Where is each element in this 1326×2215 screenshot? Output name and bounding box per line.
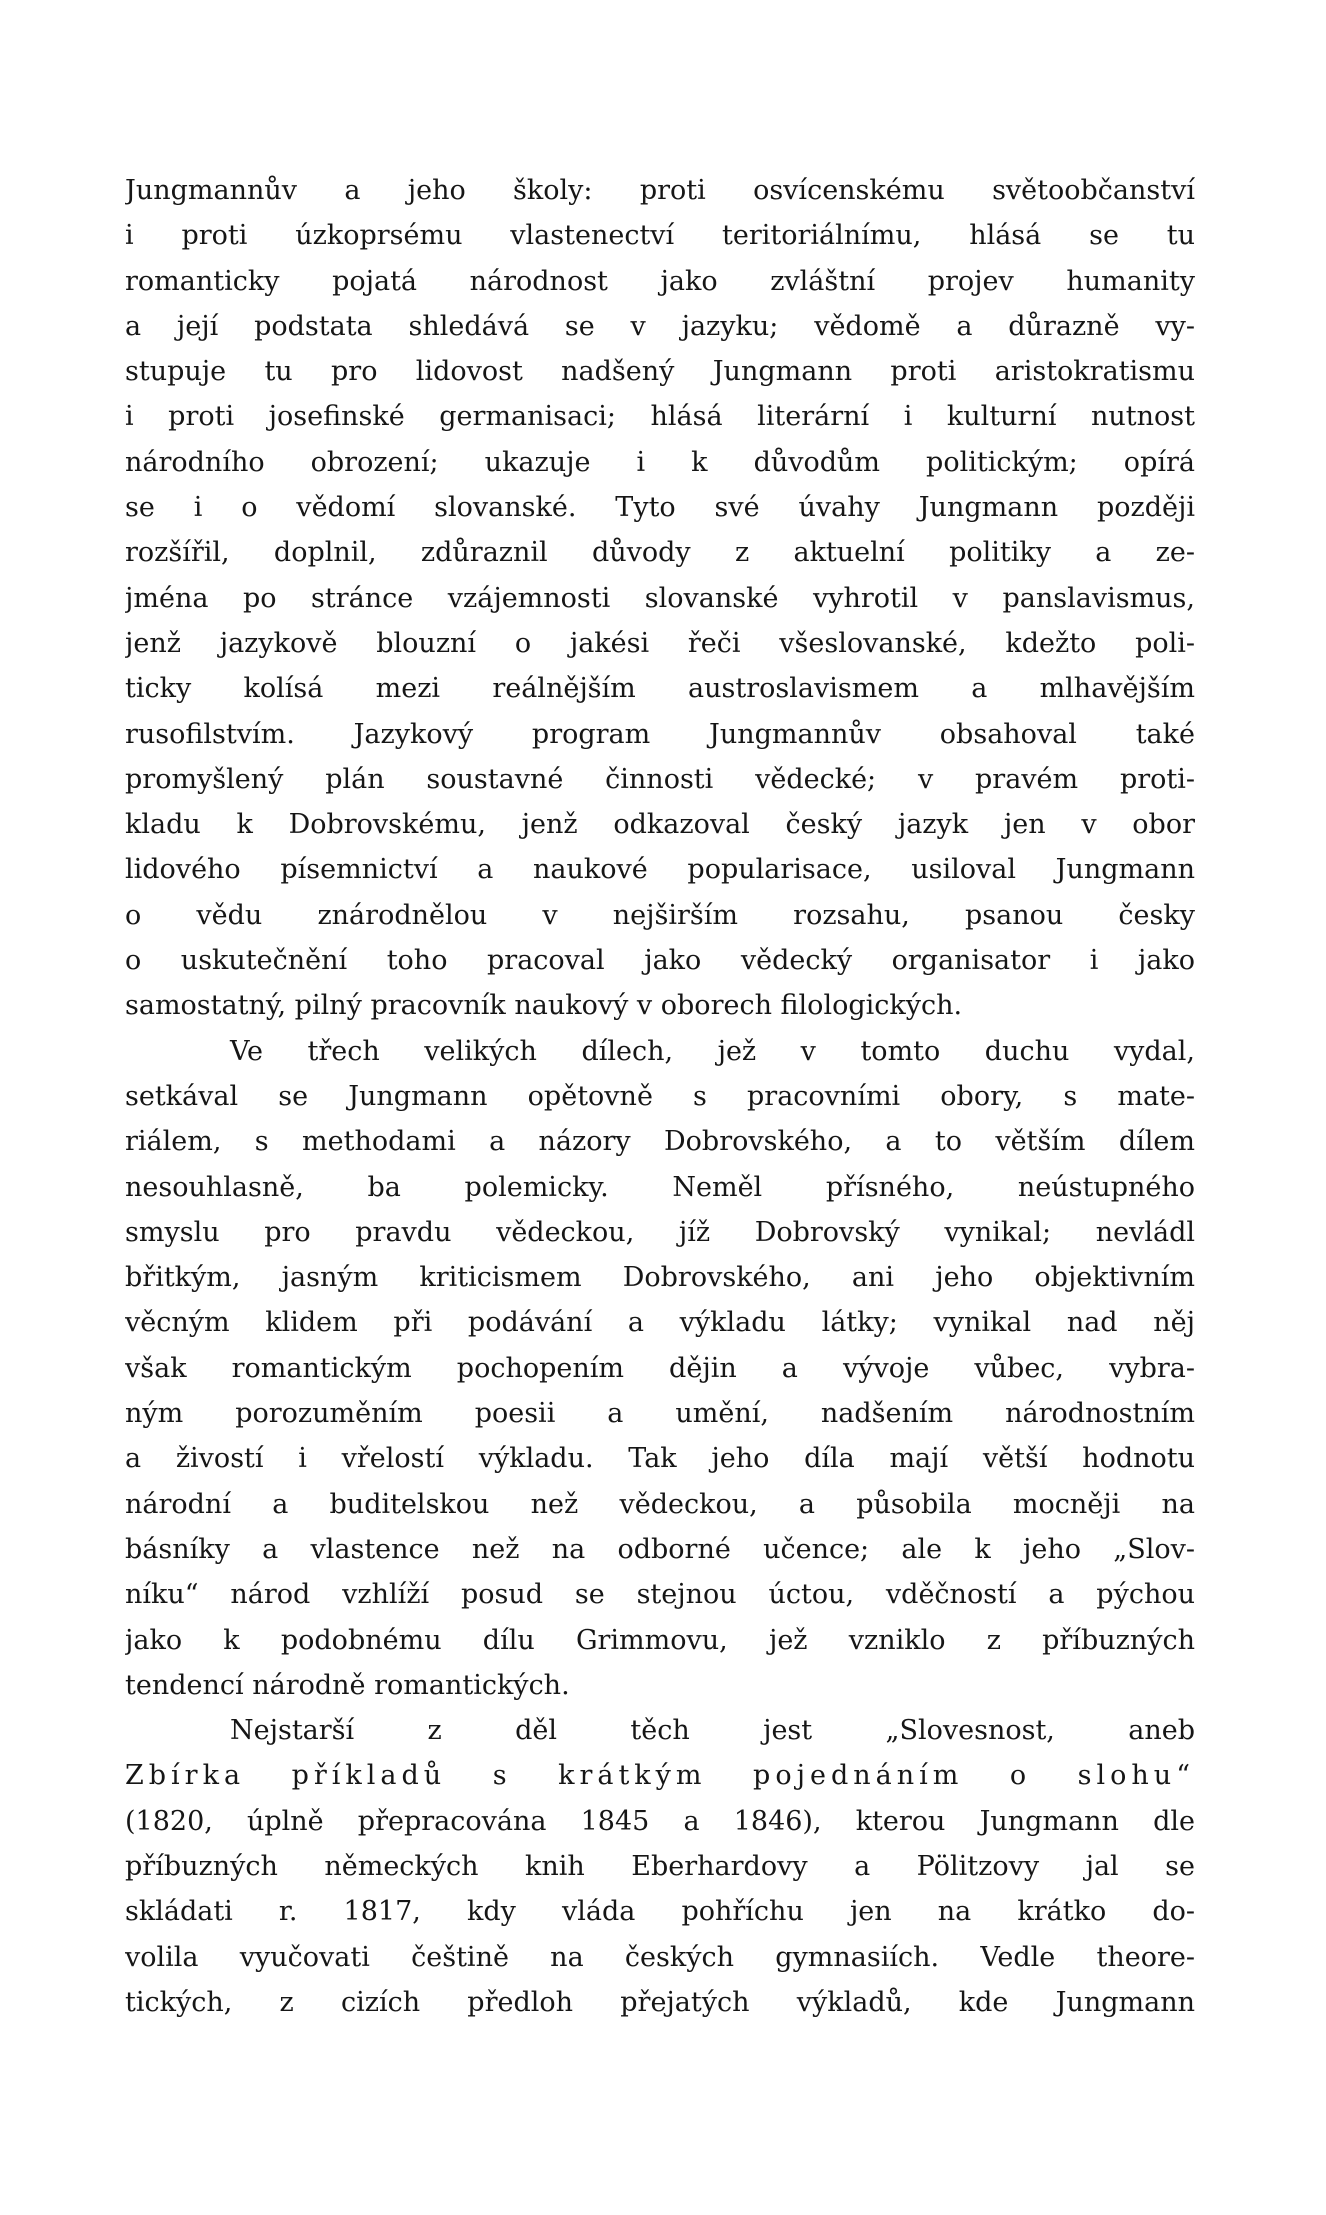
text-line: Zbírka příkladů s krátkým pojednáním o slohu“ bbox=[125, 1760, 1195, 1792]
text-line: volila vyučovati češtině na českých gymnasiích. Vedle theore- bbox=[125, 1941, 1195, 1973]
text-line: národního obrození; ukazuje i k důvodům politickým; opírá bbox=[125, 446, 1195, 478]
text-line: a její podstata shledává se v jazyku; vědomě a důrazně vy- bbox=[125, 310, 1195, 342]
text-line: rusofilstvím. Jazykový program Jungmannův obsahoval také bbox=[125, 718, 1195, 750]
text-line: Jungmannův a jeho školy: proti osvícenskému světoobčanství bbox=[125, 175, 1195, 206]
text-line: rozšířil, doplnil, zdůraznil důvody z aktuelní politiky a ze- bbox=[125, 537, 1195, 569]
text-line: Ve třech velikých dílech, jež v tomto duchu vydal, bbox=[230, 1035, 1195, 1067]
page-text bbox=[125, 168, 1195, 2025]
text-line: nesouhlasně, ba polemicky. Neměl přísného, neústupného bbox=[125, 1171, 1195, 1203]
text-line: jenž jazykově blouzní o jakési řeči všeslovanské, kdežto poli- bbox=[125, 627, 1195, 659]
text-line: stupuje tu pro lidovost nadšený Jungmann proti aristokratismu bbox=[125, 356, 1195, 388]
text-line: i proti josefinské germanisaci; hlásá literární i kulturní nutnost bbox=[125, 401, 1195, 433]
text-line: a živostí i vřelostí výkladu. Tak jeho díla mají větší hodnotu bbox=[125, 1443, 1195, 1475]
text-line: níku“ národ vzhlíží posud se stejnou úctou, vděčností a pýchou bbox=[125, 1579, 1195, 1611]
text-line: básníky a vlastence než na odborné učence; ale k jeho „Slov- bbox=[125, 1533, 1195, 1565]
text-line: riálem, s methodami a názory Dobrovského, a to větším dílem bbox=[125, 1126, 1195, 1158]
paragraph-1 bbox=[125, 168, 1195, 1029]
text-line: o uskutečnění toho pracoval jako vědecký organisator i jako bbox=[125, 945, 1195, 977]
text-line: tických, z cizích předloh přejatých výkladů, kde Jungmann bbox=[125, 1986, 1195, 2018]
text-line: lidového písemnictví a naukové popularisace, usiloval Jungmann bbox=[125, 854, 1195, 886]
text-line: romanticky pojatá národnost jako zvláštní projev humanity bbox=[125, 265, 1195, 297]
text-line: (1820, úplně přepracována 1845 a 1846), kterou Jungmann dle bbox=[125, 1805, 1195, 1837]
text-line: národní a buditelskou než vědeckou, a působila mocněji na bbox=[125, 1488, 1195, 1520]
text-line: věcným klidem při podávání a výkladu látky; vynikal nad něj bbox=[125, 1307, 1195, 1339]
text-line: tendencí národně romantických. bbox=[125, 1669, 570, 1701]
text-line: kladu k Dobrovskému, jenž odkazoval český jazyk jen v obor bbox=[125, 809, 1195, 841]
text-line: o vědu znárodnělou v nejširším rozsahu, psanou česky bbox=[125, 899, 1195, 931]
text-line: ticky kolísá mezi reálnějším austroslavismem a mlhavějším bbox=[125, 673, 1195, 705]
text-line: břitkým, jasným kriticismem Dobrovského, ani jeho objektivním bbox=[125, 1262, 1195, 1294]
text-line: se i o vědomí slovanské. Tyto své úvahy Jungmann později bbox=[125, 492, 1195, 524]
paragraph-3 bbox=[125, 1708, 1195, 2025]
text-line: samostatný, pilný pracovník naukový v oborech filologických. bbox=[125, 990, 963, 1022]
text-line: skládati r. 1817, kdy vláda pohříchu jen na krátko do- bbox=[125, 1896, 1195, 1928]
text-line: i proti úzkoprsému vlastenectví teritoriálnímu, hlásá se tu bbox=[125, 220, 1195, 252]
text-line: jména po stránce vzájemnosti slovanské vyhrotil v panslavismus, bbox=[125, 582, 1195, 614]
text-line: smyslu pro pravdu vědeckou, jíž Dobrovský vynikal; nevládl bbox=[125, 1216, 1195, 1248]
text-line: jako k podobnému dílu Grimmovu, jež vzniklo z příbuzných bbox=[125, 1624, 1195, 1656]
paragraph-2 bbox=[125, 1029, 1195, 1708]
text-line: ným porozuměním poesii a umění, nadšením národnostním bbox=[125, 1398, 1195, 1430]
text-line: Nejstarší z děl těch jest „Slovesnost, aneb bbox=[230, 1715, 1195, 1747]
text-line: promyšlený plán soustavné činnosti vědecké; v pravém proti- bbox=[125, 763, 1195, 795]
text-line: však romantickým pochopením dějin a vývoje vůbec, vybra- bbox=[125, 1352, 1195, 1384]
text-line: příbuzných německých knih Eberhardovy a Pölitzovy jal se bbox=[125, 1850, 1195, 1882]
text-line: setkával se Jungmann opětovně s pracovními obory, s mate- bbox=[125, 1080, 1195, 1112]
